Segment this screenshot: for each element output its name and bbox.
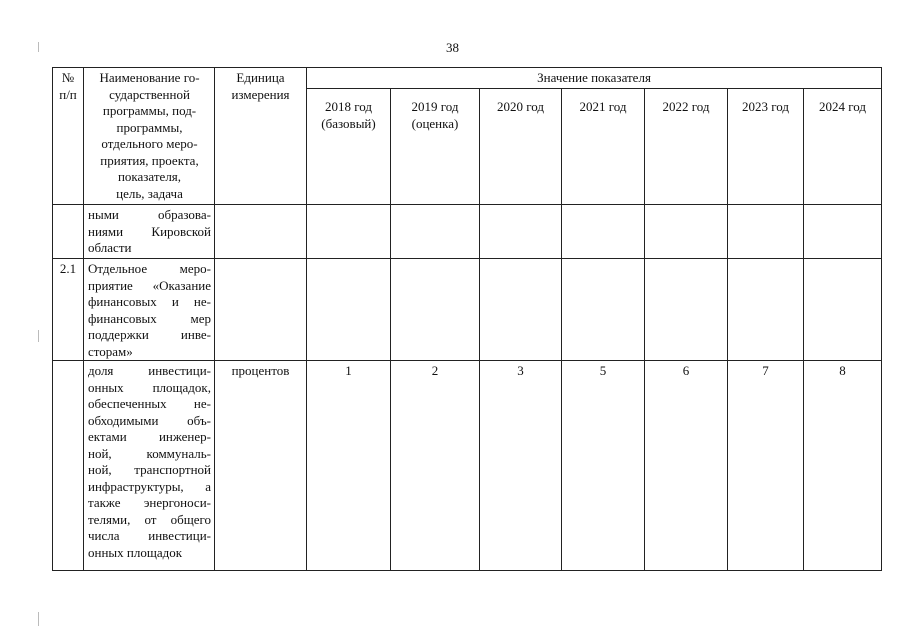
scan-margin-mark <box>38 612 39 626</box>
row-name-line: поддержки инве- <box>88 327 211 342</box>
year-cell-2024 <box>804 89 882 205</box>
table-row <box>53 361 882 571</box>
row-name-line: сторам» <box>88 343 133 359</box>
header-name-line: сударственной <box>109 86 190 102</box>
row-value <box>645 259 728 361</box>
row-name-line: области <box>88 240 132 255</box>
row-unit <box>215 259 307 361</box>
row-name-cell <box>84 205 215 259</box>
row-name-line: числа инвестици- <box>88 528 211 543</box>
header-name-cell <box>84 68 215 205</box>
year-line: 2021 год <box>579 99 627 114</box>
row-name-line: онных площадок <box>88 544 183 560</box>
row-value <box>562 259 645 361</box>
row-value: 2 <box>391 361 480 571</box>
row-value <box>804 259 882 361</box>
page-number: 38 <box>446 40 459 55</box>
header-unit-line: Единица <box>236 70 285 85</box>
row-name-line: онных площадок, <box>88 379 211 395</box>
row-value <box>645 205 728 259</box>
row-value <box>804 205 882 259</box>
row-value <box>728 259 804 361</box>
header-unit-line: измерения <box>231 86 290 102</box>
row-name-line: ной, коммуналь- <box>88 445 211 461</box>
year-line: 2023 год <box>742 99 789 114</box>
row-value <box>307 259 391 361</box>
scan-margin-mark <box>38 330 39 342</box>
row-name-line: ными образова- <box>88 207 211 222</box>
header-unit-cell <box>215 68 307 205</box>
row-name-line: финансовых мер <box>88 310 211 326</box>
year-line: 2019 год <box>411 99 459 114</box>
header-num-line: п/п <box>59 86 77 102</box>
year-line: (оценка) <box>411 115 459 131</box>
year-line: 2024 год <box>819 99 867 114</box>
row-value <box>728 205 804 259</box>
year-cell-2023 <box>728 89 804 205</box>
row-value: 3 <box>480 361 562 571</box>
row-name-line: ниями Кировской <box>88 223 211 239</box>
header-group-label: Значение показателя <box>307 68 882 89</box>
year-line: 2020 год <box>497 99 544 114</box>
row-unit <box>215 205 307 259</box>
table-row <box>53 259 882 361</box>
header-name-line: программы, под- <box>102 103 197 118</box>
row-value: 1 <box>307 361 391 571</box>
row-value: 5 <box>562 361 645 571</box>
header-num-cell <box>53 68 84 205</box>
row-name-line: инфраструктуры, а <box>88 478 211 494</box>
row-name-line: Отдельное меро- <box>88 261 211 276</box>
table-row <box>53 205 882 259</box>
row-value: 6 <box>645 361 728 571</box>
year-cell-2021 <box>562 89 645 205</box>
header-name-line: показателя, <box>117 169 182 184</box>
row-name-line: также энергоноси- <box>88 495 211 510</box>
row-value <box>480 259 562 361</box>
year-cell-2020 <box>480 89 562 205</box>
year-cell-2018 <box>307 89 391 205</box>
year-cell-2019 <box>391 89 480 205</box>
row-name-line: приятие «Оказание <box>88 277 211 293</box>
row-value: 8 <box>804 361 882 571</box>
header-name-line: программы, <box>116 119 183 135</box>
year-cell-2022 <box>645 89 728 205</box>
row-name-line: обходимыми объ- <box>88 412 211 428</box>
header-num-line: № <box>61 70 75 85</box>
row-name-cell <box>84 259 215 361</box>
header-row-1 <box>53 68 882 89</box>
scan-margin-mark <box>38 42 39 52</box>
row-name-line: обеспеченных не- <box>88 396 211 411</box>
row-name-cell <box>84 361 215 571</box>
row-name-line: ектами инженер- <box>88 429 211 444</box>
row-unit: процентов <box>215 361 307 571</box>
year-line: 2022 год <box>662 99 710 114</box>
row-num <box>53 361 84 571</box>
row-num <box>53 205 84 259</box>
indicator-table <box>52 67 882 571</box>
header-name-line: приятия, проекта, <box>100 152 199 168</box>
row-value <box>391 205 480 259</box>
row-value <box>480 205 562 259</box>
row-value <box>562 205 645 259</box>
year-line: (базовый) <box>321 115 376 131</box>
row-name-line: финансовых и не- <box>88 294 211 309</box>
row-num: 2.1 <box>53 259 84 361</box>
row-value: 7 <box>728 361 804 571</box>
row-name-line: доля инвестици- <box>88 363 211 378</box>
header-name-line: цель, задача <box>116 185 183 201</box>
header-name-line: отдельного меро- <box>101 136 198 151</box>
row-name-line: ной, транспортной <box>88 462 211 477</box>
header-name-line: Наименование го- <box>99 70 200 85</box>
row-value <box>307 205 391 259</box>
row-name-line: телями, от общего <box>88 511 211 527</box>
row-value <box>391 259 480 361</box>
year-line: 2018 год <box>325 99 372 114</box>
